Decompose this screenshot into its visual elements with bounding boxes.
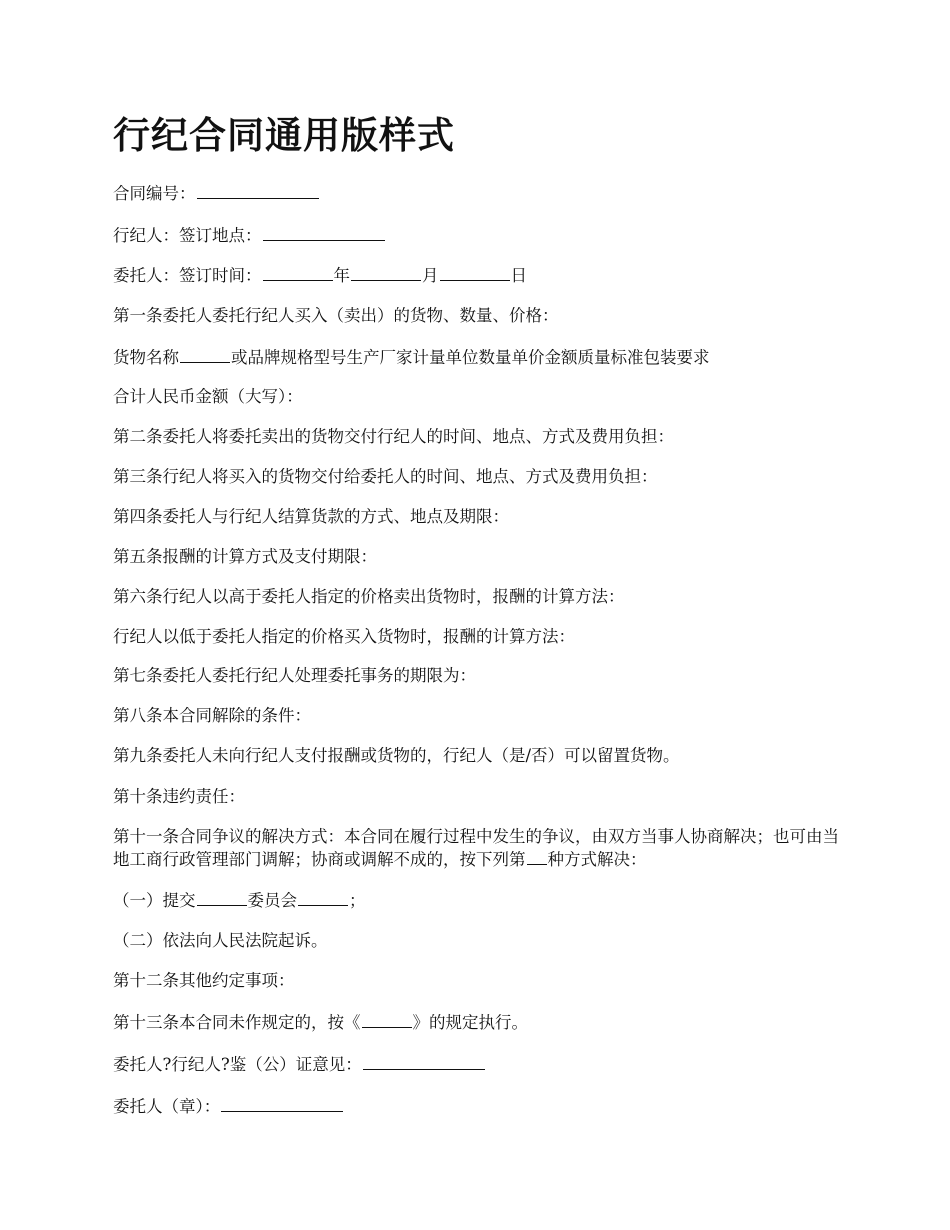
article-11 xyxy=(113,826,854,870)
article-11-tail: 种方式解决： xyxy=(547,850,647,869)
contract-number-line xyxy=(113,181,860,205)
article-2: 第二条委托人将委托卖出的货物交付行纪人的时间、地点、方式及费用负担： xyxy=(113,427,674,446)
article-4: 第四条委托人与行纪人结算货款的方式、地点及期限： xyxy=(113,507,509,526)
article-1: 第一条委托人委托行纪人买入（卖出）的货物、数量、价格： xyxy=(113,306,559,325)
notary-opinion-blank xyxy=(363,1052,485,1070)
article-8: 第八条本合同解除的条件： xyxy=(113,706,311,725)
option-1-committee: 委员会 xyxy=(247,891,297,910)
broker-sign-place-line xyxy=(113,223,860,247)
notary-opinion-line xyxy=(113,1052,860,1076)
article-10: 第十条违约责任： xyxy=(113,787,245,806)
year-label: 年 xyxy=(333,266,350,285)
goods-name-blank xyxy=(180,345,230,363)
article-9: 第九条委托人未向行纪人支付报酬或货物的，行纪人（是/否）可以留置货物。 xyxy=(113,746,680,765)
total-amount-line: 合计人民币金额（大写）： xyxy=(113,387,303,406)
article-6-sell: 第六条行纪人以高于委托人指定的价格卖出货物时，报酬的计算方法： xyxy=(113,587,625,606)
article-13 xyxy=(113,1010,860,1034)
goods-header-line xyxy=(113,345,860,369)
article-5: 第五条报酬的计算方式及支付期限： xyxy=(113,547,377,566)
sign-time-label: 签订时间： xyxy=(179,266,262,285)
option-2-line: （二）依法向人民法院起诉。 xyxy=(113,931,328,950)
option-1-end: ； xyxy=(349,891,366,910)
month-label: 月 xyxy=(422,266,439,285)
arbitration-blank-1 xyxy=(197,888,247,906)
article-3: 第三条行纪人将买入的货物交付给委托人的时间、地点、方式及费用负担： xyxy=(113,467,658,486)
article-13-prefix: 第十三条本合同未作规定的，按《 xyxy=(113,1013,361,1032)
client-seal-label: 委托人（章）： xyxy=(113,1097,221,1116)
year-blank xyxy=(263,263,333,281)
client-seal-blank xyxy=(221,1094,343,1112)
option-1-prefix: （一）提交 xyxy=(113,891,196,910)
article-7: 第七条委托人委托行纪人处理委托事务的期限为： xyxy=(113,666,476,685)
arbitration-blank-2 xyxy=(298,888,348,906)
month-blank xyxy=(351,263,421,281)
article-6-buy: 行纪人以低于委托人指定的价格买入货物时，报酬的计算方法： xyxy=(113,627,575,646)
notary-opinion-label: 委托人?行纪人?鉴（公）证意见： xyxy=(113,1055,362,1074)
law-name-blank xyxy=(362,1010,412,1028)
broker-label: 行纪人： xyxy=(113,226,179,245)
option-1-line xyxy=(113,888,860,912)
day-label: 日 xyxy=(510,266,527,285)
article-12: 第十二条其他约定事项： xyxy=(113,971,295,990)
contract-number-label: 合同编号： xyxy=(113,184,196,203)
document-title: 行纪合同通用版样式 xyxy=(113,114,455,157)
client-sign-time-line xyxy=(113,263,860,287)
article-13-suffix: 》的规定执行。 xyxy=(412,1013,528,1032)
goods-name-label: 货物名称 xyxy=(113,348,179,367)
sign-place-blank xyxy=(263,223,385,241)
goods-columns-text: 或品牌规格型号生产厂家计量单位数量单价金额质量标准包装要求 xyxy=(231,348,710,367)
contract-number-blank xyxy=(197,181,319,199)
sign-place-label: 签订地点： xyxy=(179,226,262,245)
article-11-text: 第十一条合同争议的解决方式：本合同在履行过程中发生的争议，由双方当事人协商解决；也可由当地工商行政管理部门调解；协商或调解不成的，按下列第 xyxy=(113,827,839,869)
client-label: 委托人： xyxy=(113,266,179,285)
day-blank xyxy=(440,263,510,281)
method-number-blank xyxy=(527,847,547,865)
client-seal-line xyxy=(113,1094,860,1118)
